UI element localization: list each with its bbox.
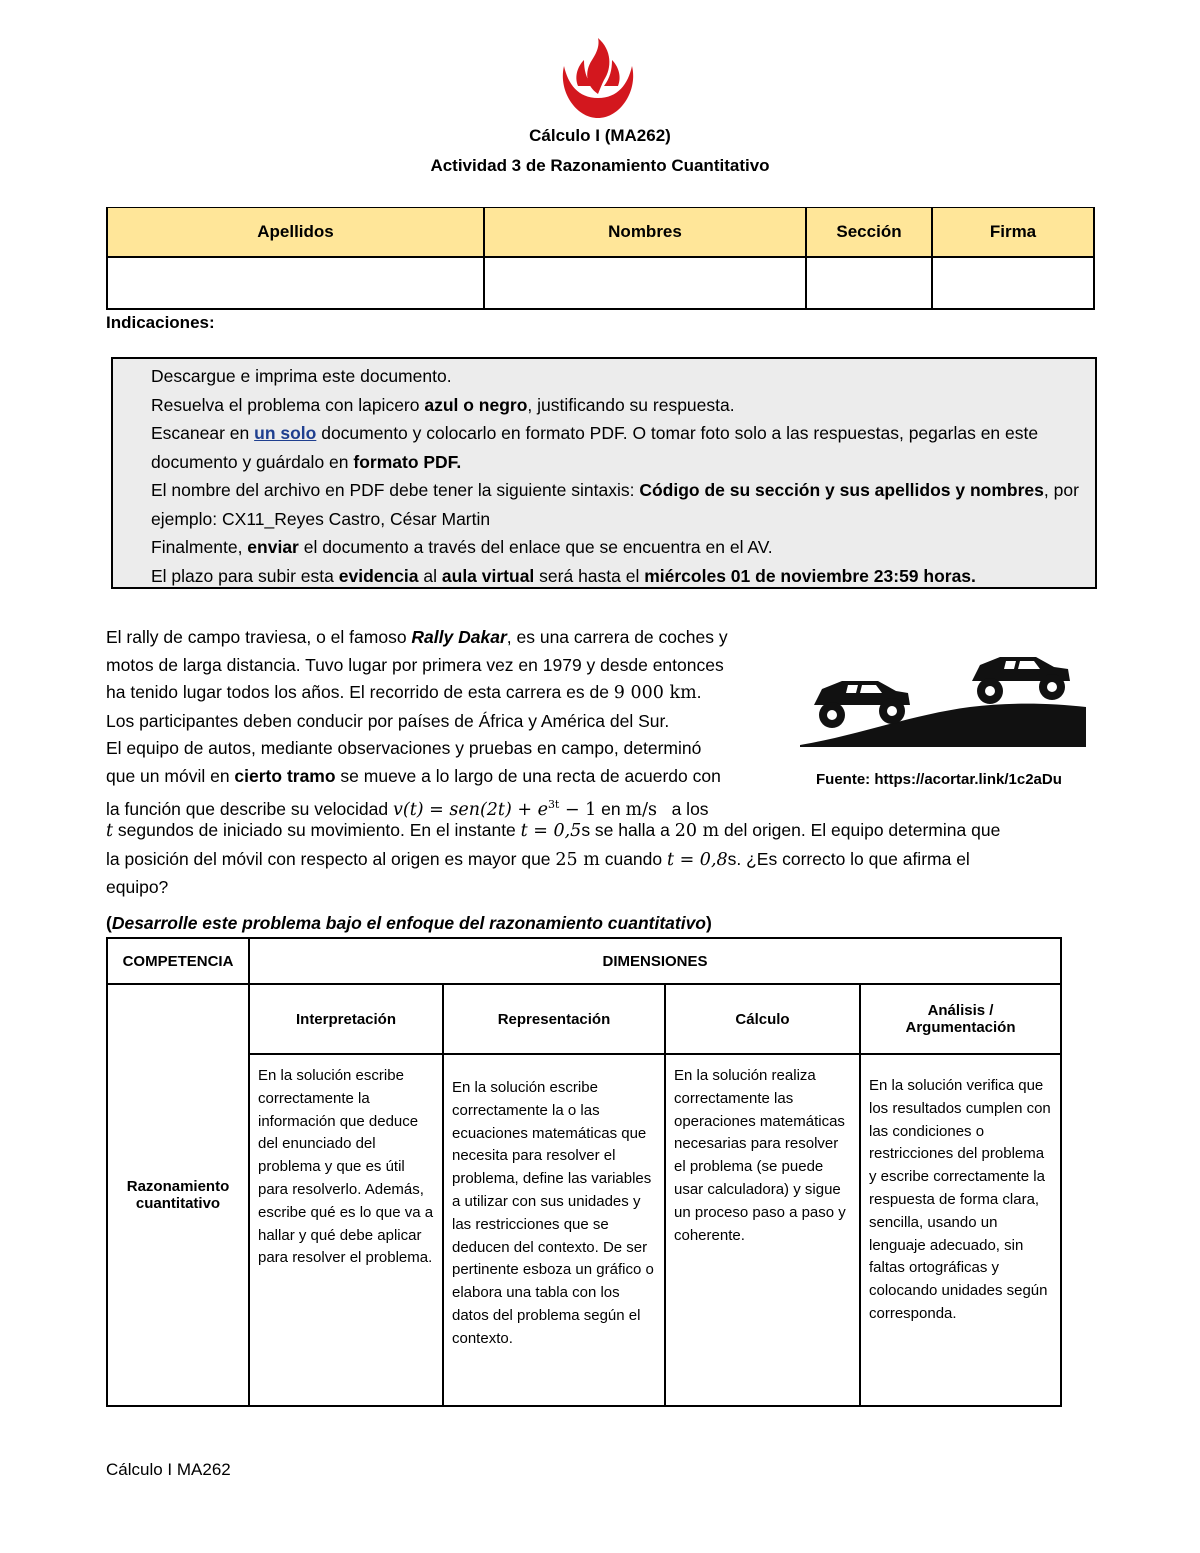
instruction-1: Descargue e imprima este documento. (151, 366, 452, 386)
dakar-cars-icon (800, 645, 1086, 747)
problem-continuation (106, 817, 1096, 937)
instructions-box (111, 357, 1097, 589)
problem-line-6: que un móvil en cierto tramo se mueve a lo largo de una recta de acuerdo con (106, 765, 721, 786)
figure-source: Fuente: https://acortar.link/1c2aDu (816, 771, 1062, 788)
velocity-function: v(t) = sen(2t) + e (393, 799, 548, 820)
problem-note: (Desarrolle este problema bajo el enfoque del razonamiento cuantitativo) (106, 912, 712, 933)
dimension-interpretacion: Interpretación (249, 984, 443, 1054)
header-firma: Firma (932, 208, 1094, 258)
competencia-row-label: Razonamiento cuantitativo (107, 984, 249, 1406)
instruction-6: El plazo para subir esta evidencia al aula virtual será hasta el miércoles 01 de noviembre 23:59 horas. (151, 565, 976, 586)
problem-line-2: motos de larga distancia. Tuvo lugar por primera vez en 1979 y desde entonces (106, 654, 724, 675)
page-footer: Cálculo I MA262 (106, 1460, 231, 1479)
desc-representacion: En la solución escribe correctamente la o las ecuaciones matemáticas que necesita para resolver el problema, define las variables a utilizar con sus unidades y las restricciones que se deducen del contexto. De ser pertinente esboza un gráfico o elabora una tabla con los datos del problema según el contexto. (443, 1054, 665, 1406)
instructions-label: Indicaciones: (106, 313, 215, 332)
problem-line-8: t segundos de iniciado su movimiento. En el instante t = 0,5s se halla a 20 m del origen. El equipo determina que (106, 820, 1001, 841)
course-title: Cálculo I (MA262) (529, 126, 671, 145)
un-solo-link[interactable]: un solo (254, 423, 317, 443)
rubric-table (106, 937, 1062, 1407)
dimension-analisis: Análisis / Argumentación (860, 984, 1061, 1054)
seccion-field[interactable] (806, 257, 932, 309)
problem-line-7: la función que describe su velocidad $v(t) = sen(2t) + e^{3t} - 1$ en m/s a los (106, 797, 709, 820)
problem-line-1: El rally de campo traviesa, o el famoso Rally Dakar, es una carrera de coches y (106, 627, 728, 647)
activity-title: Actividad 3 de Razonamiento Cuantitativo (430, 156, 770, 175)
header-nombres: Nombres (484, 208, 806, 258)
instruction-2: Resuelva el problema con lapicero azul o negro, justificando su respuesta. (151, 394, 735, 415)
instruction-5: Finalmente, enviar el documento a través del enlace que se encuentra en el AV. (151, 537, 773, 557)
problem-line-5: El equipo de autos, mediante observaciones y pruebas en campo, determinó (106, 738, 702, 759)
dimension-calculo: Cálculo (665, 984, 860, 1054)
firma-field[interactable] (932, 257, 1094, 309)
problem-line-4: Los participantes deben conducir por países de África y América del Sur. (106, 710, 670, 731)
instruction-4: El nombre del archivo en PDF debe tener la siguiente sintaxis: Código de su sección y sus apellidos y nombres, por ejemplo: CX11_Reyes Castro, César Martin (151, 480, 1079, 529)
problem-line-10: equipo? (106, 877, 169, 898)
problem-line-9: la posición del móvil con respecto al origen es mayor que 25 m cuando t = 0,8s. ¿Es correcto lo que afirma el (106, 848, 970, 870)
problem-intro (106, 624, 796, 824)
header-apellidos: Apellidos (107, 208, 484, 258)
student-info-table (106, 207, 1095, 310)
apellidos-field[interactable] (107, 257, 484, 309)
problem-line-3: ha tenido lugar todos los años. El recorrido de esta carrera es de 9 000 km. (106, 682, 702, 704)
desc-calculo: En la solución realiza correctamente las operaciones matemáticas necesarias para resolver el problema (se puede usar calculadora) y sigue un proceso paso a paso y coherente. (665, 1054, 860, 1406)
nombres-field[interactable] (484, 257, 806, 309)
desc-interpretacion: En la solución escribe correctamente la información que deduce del enunciado del problema y que es útil para resolverlo. Además, escribe qué es lo que va a hallar y qué debe aplicar para resolver el problema. (249, 1054, 443, 1406)
header-seccion: Sección (806, 208, 932, 258)
desc-analisis: En la solución verifica que los resultados cumplen con las condiciones o restricciones del problema y escribe correctamente la respuesta de forma clara, sencilla, usando un lenguaje adecuado, sin faltas ortográficas y colocando unidades según corresponda. (860, 1054, 1061, 1406)
dimensiones-header: DIMENSIONES (249, 938, 1061, 984)
competencia-header: COMPETENCIA (107, 938, 249, 984)
instruction-3: Escanear en un solo documento y colocarlo en formato PDF. O tomar foto solo a las respuestas, pegarlas en este documento y guárdalo en formato PDF. (151, 423, 1039, 472)
upc-logo-icon (556, 36, 640, 120)
dimension-representacion: Representación (443, 984, 665, 1054)
